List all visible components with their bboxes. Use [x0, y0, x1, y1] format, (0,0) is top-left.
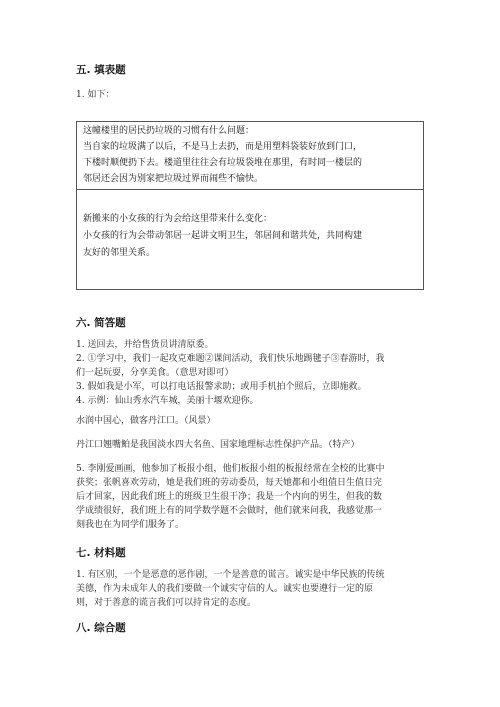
box2-line: 友好的邻里关系。 [83, 248, 156, 258]
box2-line: 新搬来的小女孩的行为会给这里带来什么变化： [83, 214, 273, 224]
answer-line: 1. 送回去，并给售货员讲清原委。 [76, 340, 214, 350]
box1-line: 这幢楼里的居民扔垃圾的习惯有什么问题： [83, 126, 255, 136]
box1-line: 下楼时顺便扔下去。楼道里往往会有垃圾袋堆在那里，有时同一楼层的 [83, 158, 363, 168]
answer-paragraph-line: 学成绩很好，我们班上有的同学数学题不会做时，他们就来问我，我感觉那一 [76, 506, 383, 516]
box1-line: 当自家的垃圾满了以后，不是马上去扔，而是用塑料袋装好放到门口， [83, 142, 363, 152]
answer-paragraph-line: 5. 李刚爱画画，他参加了板报小组，他们板报小组的板报经常在全校的比赛中 [76, 464, 385, 474]
table-cell-problem [76, 121, 424, 190]
box2-line: 小女孩的行为会带动邻居一起讲文明卫生，邻居间和谐共处，共同构建 [83, 231, 363, 241]
answer-line: 水润中国心，做客丹江口。（风景） [76, 416, 216, 426]
question-1-label: 1. 如下： [76, 90, 115, 100]
answer-line: 2. ①学习中，我们一起攻克难题②课间活动，我们快乐地踢毽子③春游时，我 [76, 354, 385, 364]
answer-line: 1. 有区别，一个是恶意的恶作剧，一个是善意的谎言。诚实是中华民族的传统 [76, 570, 385, 580]
answer-line: 们一起玩耍，分享美食。（意思对即可） [76, 368, 234, 378]
answer-line: 则，对于善意的谎言我们可以持肯定的态度。 [76, 598, 257, 608]
answer-paragraph-line: 获奖；张帆喜欢劳动，她是我们班的劳动委员，每天她都和小组值日生值日完 [76, 478, 383, 488]
answer-line: 丹江口翘嘴鲌是我国淡水四大名鱼、国家地理标志性保护产品。（特产） [76, 440, 360, 450]
section-7-title: 七. 材料题 [76, 547, 126, 559]
box1-line: 邻居还会因为别家把垃圾过界而闹些不愉快。 [83, 174, 264, 184]
answer-line: 美德，作为未成年人的我们要做一个诚实守信的人。诚实也要遵行一定的原 [76, 584, 374, 594]
table-cell-change [76, 189, 424, 290]
answer-line: 3. 假如我是小军，可以打电话报警求助；或用手机拍个照后，立即施救。 [76, 382, 367, 392]
answer-paragraph-line: 刻我也在为同学们服务了。 [76, 520, 185, 530]
section-5-title: 五. 填表题 [76, 64, 126, 76]
answer-paragraph-line: 后才回家，因此我们班上的班级卫生很干净；我是一个内向的男生，但我的数 [76, 492, 383, 502]
section-8-title: 八. 综合题 [76, 622, 126, 634]
section-6-title: 六. 简答题 [76, 317, 126, 329]
answer-line: 4. 示例：仙山秀水汽车城，美丽十堰欢迎你。 [76, 396, 259, 406]
